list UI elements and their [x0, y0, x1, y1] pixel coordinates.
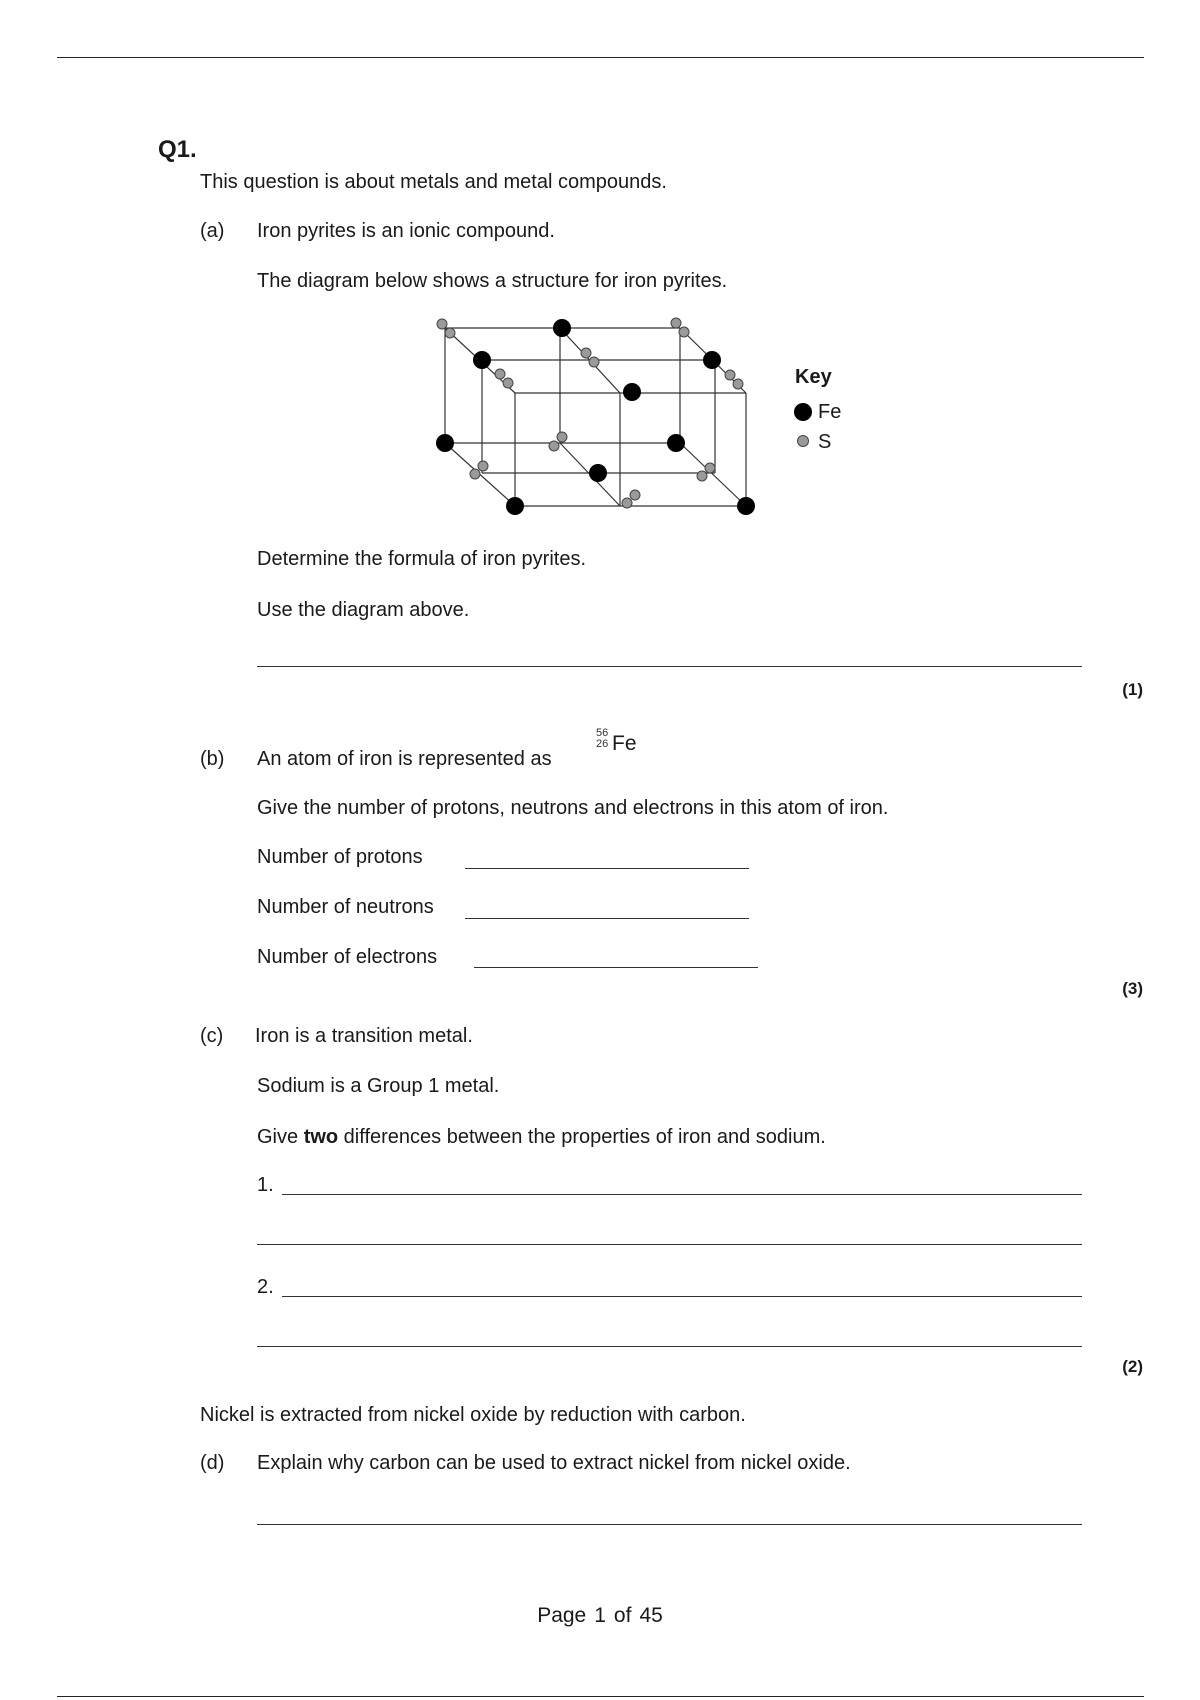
part-c-marks: (2) — [1122, 1357, 1143, 1376]
key-title: Key — [795, 366, 832, 388]
answer-line-a[interactable] — [257, 666, 1082, 667]
answer-line-c1a[interactable] — [282, 1194, 1082, 1195]
protons-label: Number of protons — [257, 846, 423, 868]
part-a-label: (a) — [200, 220, 225, 242]
answer-line-c2b[interactable] — [257, 1346, 1082, 1347]
part-c-statement-iron: Iron is a transition metal. — [255, 1025, 473, 1047]
page-footer — [0, 1604, 1200, 1628]
neutrons-label: Number of neutrons — [257, 896, 434, 918]
part-a-marks: (1) — [1122, 680, 1143, 699]
question-number: Q1. — [158, 136, 197, 163]
electrons-label: Number of electrons — [257, 946, 438, 968]
nickel-intro: Nickel is extracted from nickel oxide by reduction with carbon. — [200, 1404, 746, 1426]
answer-line-c1b[interactable] — [257, 1244, 1082, 1245]
of-word: of — [613, 1604, 632, 1627]
part-c-task — [257, 1127, 826, 1147]
part-a-hint: Use the diagram above. — [257, 599, 470, 621]
part-c-label: (c) — [200, 1025, 224, 1047]
page-word: Page — [537, 1604, 587, 1627]
isotope-numbers — [596, 728, 608, 750]
iron-pyrites-structure-diagram — [420, 308, 770, 528]
part-a-task: Determine the formula of iron pyrites. — [257, 548, 587, 570]
part-a-diagram-intro: The diagram below shows a structure for iron pyrites. — [257, 270, 728, 292]
page-total: 45 — [639, 1604, 663, 1627]
question-intro: This question is about metals and metal compounds. — [200, 171, 667, 193]
key-fe-marker — [792, 401, 814, 423]
page-number: 1 — [594, 1604, 606, 1627]
answer-line-d1[interactable] — [257, 1524, 1082, 1525]
part-c-task-post: differences between the properties of iron and sodium. — [338, 1126, 826, 1148]
answer-line-c2a[interactable] — [282, 1296, 1082, 1297]
key-s-marker — [792, 430, 814, 452]
atomic-number: 26 — [596, 738, 609, 750]
element-symbol: Fe — [612, 732, 637, 755]
neutrons-answer-line[interactable] — [465, 918, 749, 919]
part-b-label: (b) — [200, 748, 225, 770]
answer-item-2-number: 2. — [257, 1276, 274, 1298]
key-fe-label: Fe — [818, 401, 842, 423]
bottom-rule — [57, 1696, 1144, 1697]
part-c-statement-sodium: Sodium is a Group 1 metal. — [257, 1075, 500, 1097]
protons-answer-line[interactable] — [465, 868, 749, 869]
part-c-task-pre: Give — [257, 1126, 304, 1148]
key-s-label: S — [818, 431, 832, 453]
answer-item-1-number: 1. — [257, 1174, 274, 1196]
part-b-marks: (3) — [1122, 979, 1143, 998]
electrons-answer-line[interactable] — [474, 967, 758, 968]
part-d-task: Explain why carbon can be used to extract nickel from nickel oxide. — [257, 1452, 851, 1474]
part-b-task: Give the number of protons, neutrons and electrons in this atom of iron. — [257, 797, 889, 819]
part-b-statement: An atom of iron is represented as — [257, 748, 552, 770]
part-d-label: (d) — [200, 1452, 225, 1474]
part-a-statement: Iron pyrites is an ionic compound. — [257, 220, 555, 242]
mass-number: 56 — [596, 727, 609, 739]
part-c-task-bold: two — [303, 1126, 339, 1148]
top-rule — [57, 57, 1144, 58]
